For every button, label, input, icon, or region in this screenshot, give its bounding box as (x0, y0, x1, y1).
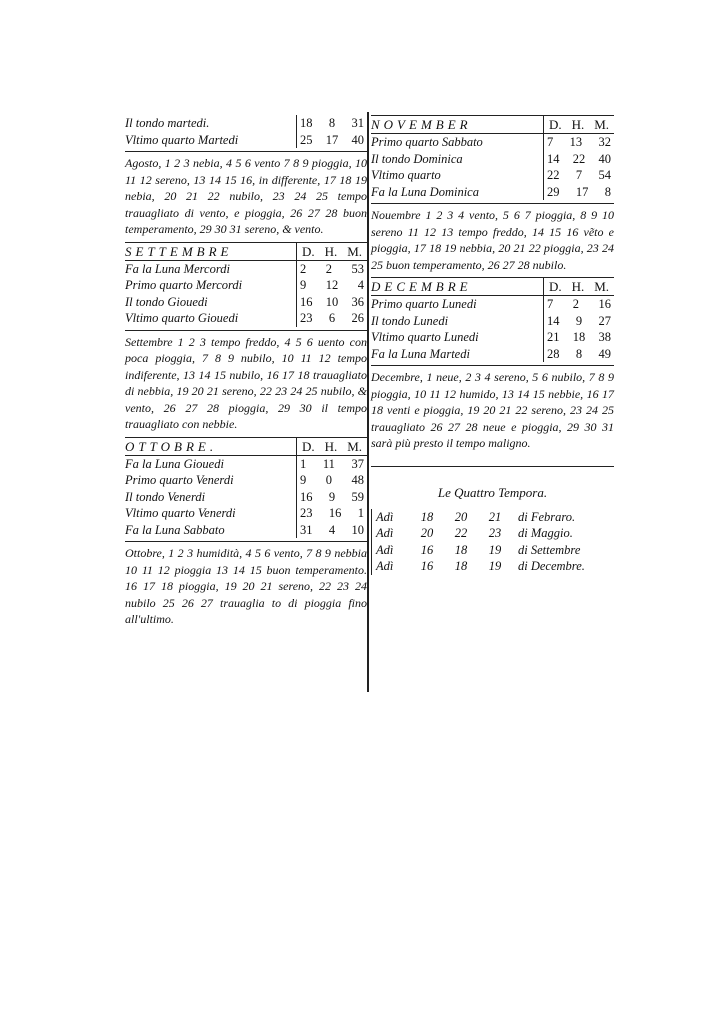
month-header-november: NOVEMBER D. H. M. (371, 115, 614, 134)
moon-values: 25 17 40 (300, 132, 364, 147)
tempora-row: Adì 16 18 19 di Decembre. (376, 559, 585, 573)
ottobre-moon-table: Fa la Luna Giouedi Primo quarto Venerdi Il tondo Venerdi Vltimo quarto Venerdi Fa la Luna Sabbato 1 11 37 9 0 48 16 9 59 23 16 1 31 4 10 (125, 456, 367, 539)
settembre-moon-table: Fa la Luna Mercordi Primo quarto Mercordi Il tondo Giouedi Vltimo quarto Giouedi 2 2 53 9 12 4 16 10 36 23 6 26 (125, 261, 367, 327)
quattro-tempora-table (371, 509, 614, 575)
month-header-decembre: DECEMBRE D. H. M. (371, 277, 614, 296)
month-header-settembre: SETTEMBRE D. H. M. (125, 242, 367, 261)
moon-row: Il tondo martedi. (125, 116, 210, 130)
tempora-row: Adì 20 22 23 di Maggio. (376, 526, 573, 540)
decembre-moon-table: Primo quarto Lunedi Il tondo Lunedi Vltimo quarto Lunedi Fa la Luna Martedi 7 2 16 14 9 27 21 18 38 28 8 49 (371, 296, 614, 362)
august-moon-table (125, 115, 367, 148)
column-divider (367, 112, 369, 692)
november-forecast: Nouembre 1 2 3 4 vento, 5 6 7 pioggia, 8 9 10 sereno 11 12 13 tempo freddo, 14 15 16 vẽto e pioggia, 17 18 19 nebbia, 20 21 22 pioggia, 23 24 25 buon temperamento, 26 27 28 nubilo. (371, 208, 614, 272)
settembre-forecast: Settembre 1 2 3 tempo freddo, 4 5 6 uento con poca pioggia, 7 8 9 nubilo, 10 11 12 tempo indiferente, 13 14 15 nubilo, 16 17 18 trauagliato di nebbia, 19 20 21 sereno, 22 23 24 25 nubilo, & vento, 26 27 28 pioggia, 29 30 il tempo trauagliato con nebbie. (125, 334, 367, 431)
ottobre-forecast: Ottobre, 1 2 3 humidità, 4 5 6 vento, 7 8 9 nebbia 10 11 12 pioggia 13 14 15 buon temperamento. 16 17 18 pioggia, 19 20 21 sereno, 22 23 24 nubilo 25 26 27 trauaglia to di pioggia fino all'ultimo. (125, 546, 367, 626)
month-header-ottobre: OTTOBRE. D. H. M. (125, 437, 367, 456)
moon-row: Vltimo quarto Martedi (125, 132, 239, 147)
tempora-row: Adì 18 20 21 di Febraro. (376, 509, 576, 524)
moon-values: 18 8 31 (300, 116, 364, 130)
tempora-row: Adì 16 18 19 di Settembre (376, 542, 581, 557)
decembre-forecast: Decembre, 1 neue, 2 3 4 sereno, 5 6 nubilo, 7 8 9 pioggia, 10 11 12 humido, 13 14 15 nebbie, 16 17 18 venti e pioggia, 19 20 21 22 sereno, 23 24 25 trauagliato 26 27 28 neue e pioggia, 29 30 31 sarà più presto il tempo maligno. (371, 370, 614, 450)
left-column (125, 115, 367, 632)
november-moon-table: Primo quarto Sabbato Il tondo Dominica Vltimo quarto Fa la Luna Dominica 7 13 32 14 22 40 22 7 54 29 17 8 (371, 134, 614, 200)
right-column (371, 115, 614, 575)
agosto-forecast: Agosto, 1 2 3 nebia, 4 5 6 vento 7 8 9 pioggia, 10 11 12 sereno, 13 14 15 16, in differente, 17 18 19 nebia, 20 21 22 nubilo, 23 24 25 tempo trauagliato di vento, e pioggia, 26 27 28 buon temperamento, 29 30 31 sereno, & vento. (125, 156, 367, 236)
quattro-tempora-title: Le Quattro Tempora. (437, 484, 548, 500)
